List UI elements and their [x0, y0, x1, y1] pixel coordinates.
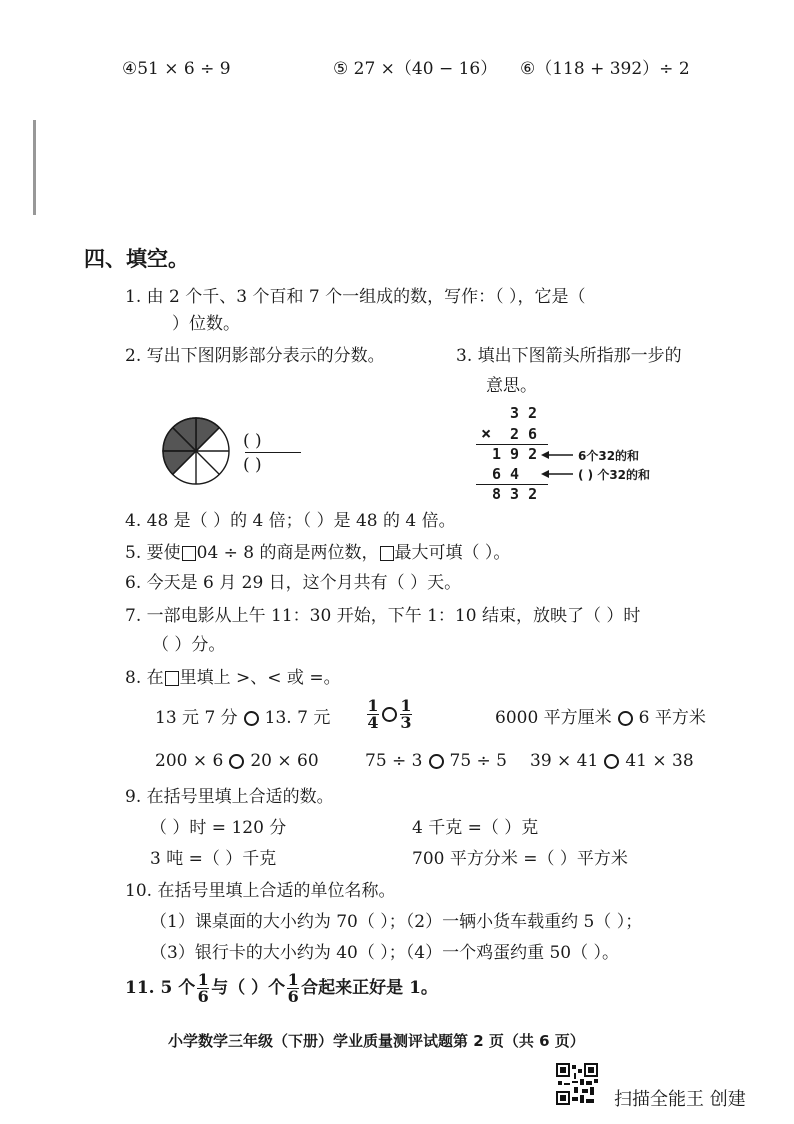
- q7-line2: （ ）分。: [152, 635, 226, 655]
- q10-line1: （1）课桌面的大小约为 70（ ）；（2）一辆小货车载重约 5（ ）；: [150, 912, 643, 932]
- q1-line2: ）位数。: [172, 314, 240, 334]
- q9-a: （ ）时 = 120 分: [150, 818, 287, 838]
- compare-f: 39 × 41 41 × 38: [530, 751, 694, 771]
- shaded-circle-figure: [160, 415, 232, 487]
- scanner-watermark: 扫描全能王 创建: [614, 1089, 746, 1110]
- note-partial-1: 6个32的和: [578, 449, 640, 463]
- q11-text: 11. 5 个 $\frac{1}{6}$ 与（ ）个 $\frac{1}{6}$ 合起来正好是 1。: [125, 970, 438, 1006]
- mult-row-partial-1: 1 9 2: [492, 445, 538, 463]
- compare-circle: [618, 711, 633, 726]
- q10-text: 10. 在括号里填上合适的单位名称。: [125, 881, 396, 901]
- qr-code-icon: [556, 1063, 598, 1105]
- q8-text: 8. 在 里填上 >、< 或 =。: [125, 668, 341, 688]
- mult-row-product: 8 3 2: [492, 485, 538, 503]
- compare-d: 200 × 6 20 × 60: [155, 751, 319, 771]
- problem-4: ④51 × 6 ÷ 9: [122, 59, 231, 79]
- compare-c: 6000 平方厘米 6 平方米: [495, 708, 706, 728]
- arrow-icons: [541, 447, 575, 483]
- q9-text: 9. 在括号里填上合适的数。: [125, 787, 334, 807]
- mult-row-multiplier: 2 6: [510, 425, 538, 443]
- compare-a: 13 元 7 分 13. 7 元: [155, 708, 331, 728]
- compare-circle: [429, 754, 444, 769]
- blank-square: [165, 671, 179, 686]
- mult-sign: ×: [481, 424, 492, 444]
- q9-c: 3 吨 =（ ）千克: [150, 849, 277, 869]
- compare-b: $\frac{1}{4}$ $\frac{1}{3}$: [367, 696, 412, 732]
- section-title: 四、填空。: [84, 247, 189, 271]
- q6-text: 6. 今天是 6 月 29 日，这个月共有（ ）天。: [125, 573, 462, 593]
- q2-answer-denominator: ( ): [243, 455, 262, 475]
- q2-answer-numerator: ( ): [243, 431, 262, 451]
- problem-6: ⑥（118 + 392）÷ 2: [520, 59, 690, 79]
- compare-circle: [382, 707, 397, 722]
- q2-text: 2. 写出下图阴影部分表示的分数。: [125, 346, 385, 366]
- margin-line: [33, 120, 36, 215]
- compare-e: 75 ÷ 3 75 ÷ 5: [365, 751, 507, 771]
- q2-fraction-bar: [245, 452, 301, 453]
- problem-5: ⑤ 27 ×（40 − 16）: [333, 59, 498, 79]
- q10-line2: （3）银行卡的大小约为 40（ ）；（4）一个鸡蛋约重 50（ ）。: [150, 943, 620, 963]
- compare-circle: [244, 711, 259, 726]
- blank-square: [380, 546, 394, 561]
- q4-text: 4. 48 是（ ）的 4 倍；（ ）是 48 的 4 倍。: [125, 511, 456, 531]
- q7-line1: 7. 一部电影从上午 11：30 开始，下午 1：10 结束，放映了（ ）时: [125, 606, 641, 626]
- page-footer: 小学数学三年级（下册）学业质量测评试题第 2 页（共 6 页）: [168, 1032, 585, 1050]
- q9-d: 700 平方分米 =（ ）平方米: [412, 849, 628, 869]
- mult-row-multiplicand: 3 2: [510, 404, 538, 422]
- q3-line1: 3. 填出下图箭头所指那一步的: [456, 346, 682, 366]
- compare-circle: [229, 754, 244, 769]
- compare-circle: [604, 754, 619, 769]
- note-partial-2: ( ) 个32的和: [578, 468, 651, 482]
- mult-row-partial-2: 6 4: [492, 465, 520, 483]
- q3-line2: 意思。: [486, 376, 537, 396]
- q5-text: 5. 要使 04 ÷ 8 的商是两位数， 最大可填（ ）。: [125, 543, 511, 563]
- q1-line1: 1. 由 2 个千、3 个百和 7 个一组成的数，写作：（ ），它是（: [125, 287, 586, 307]
- q9-b: 4 千克 =（ ）克: [412, 818, 539, 838]
- blank-square: [182, 546, 196, 561]
